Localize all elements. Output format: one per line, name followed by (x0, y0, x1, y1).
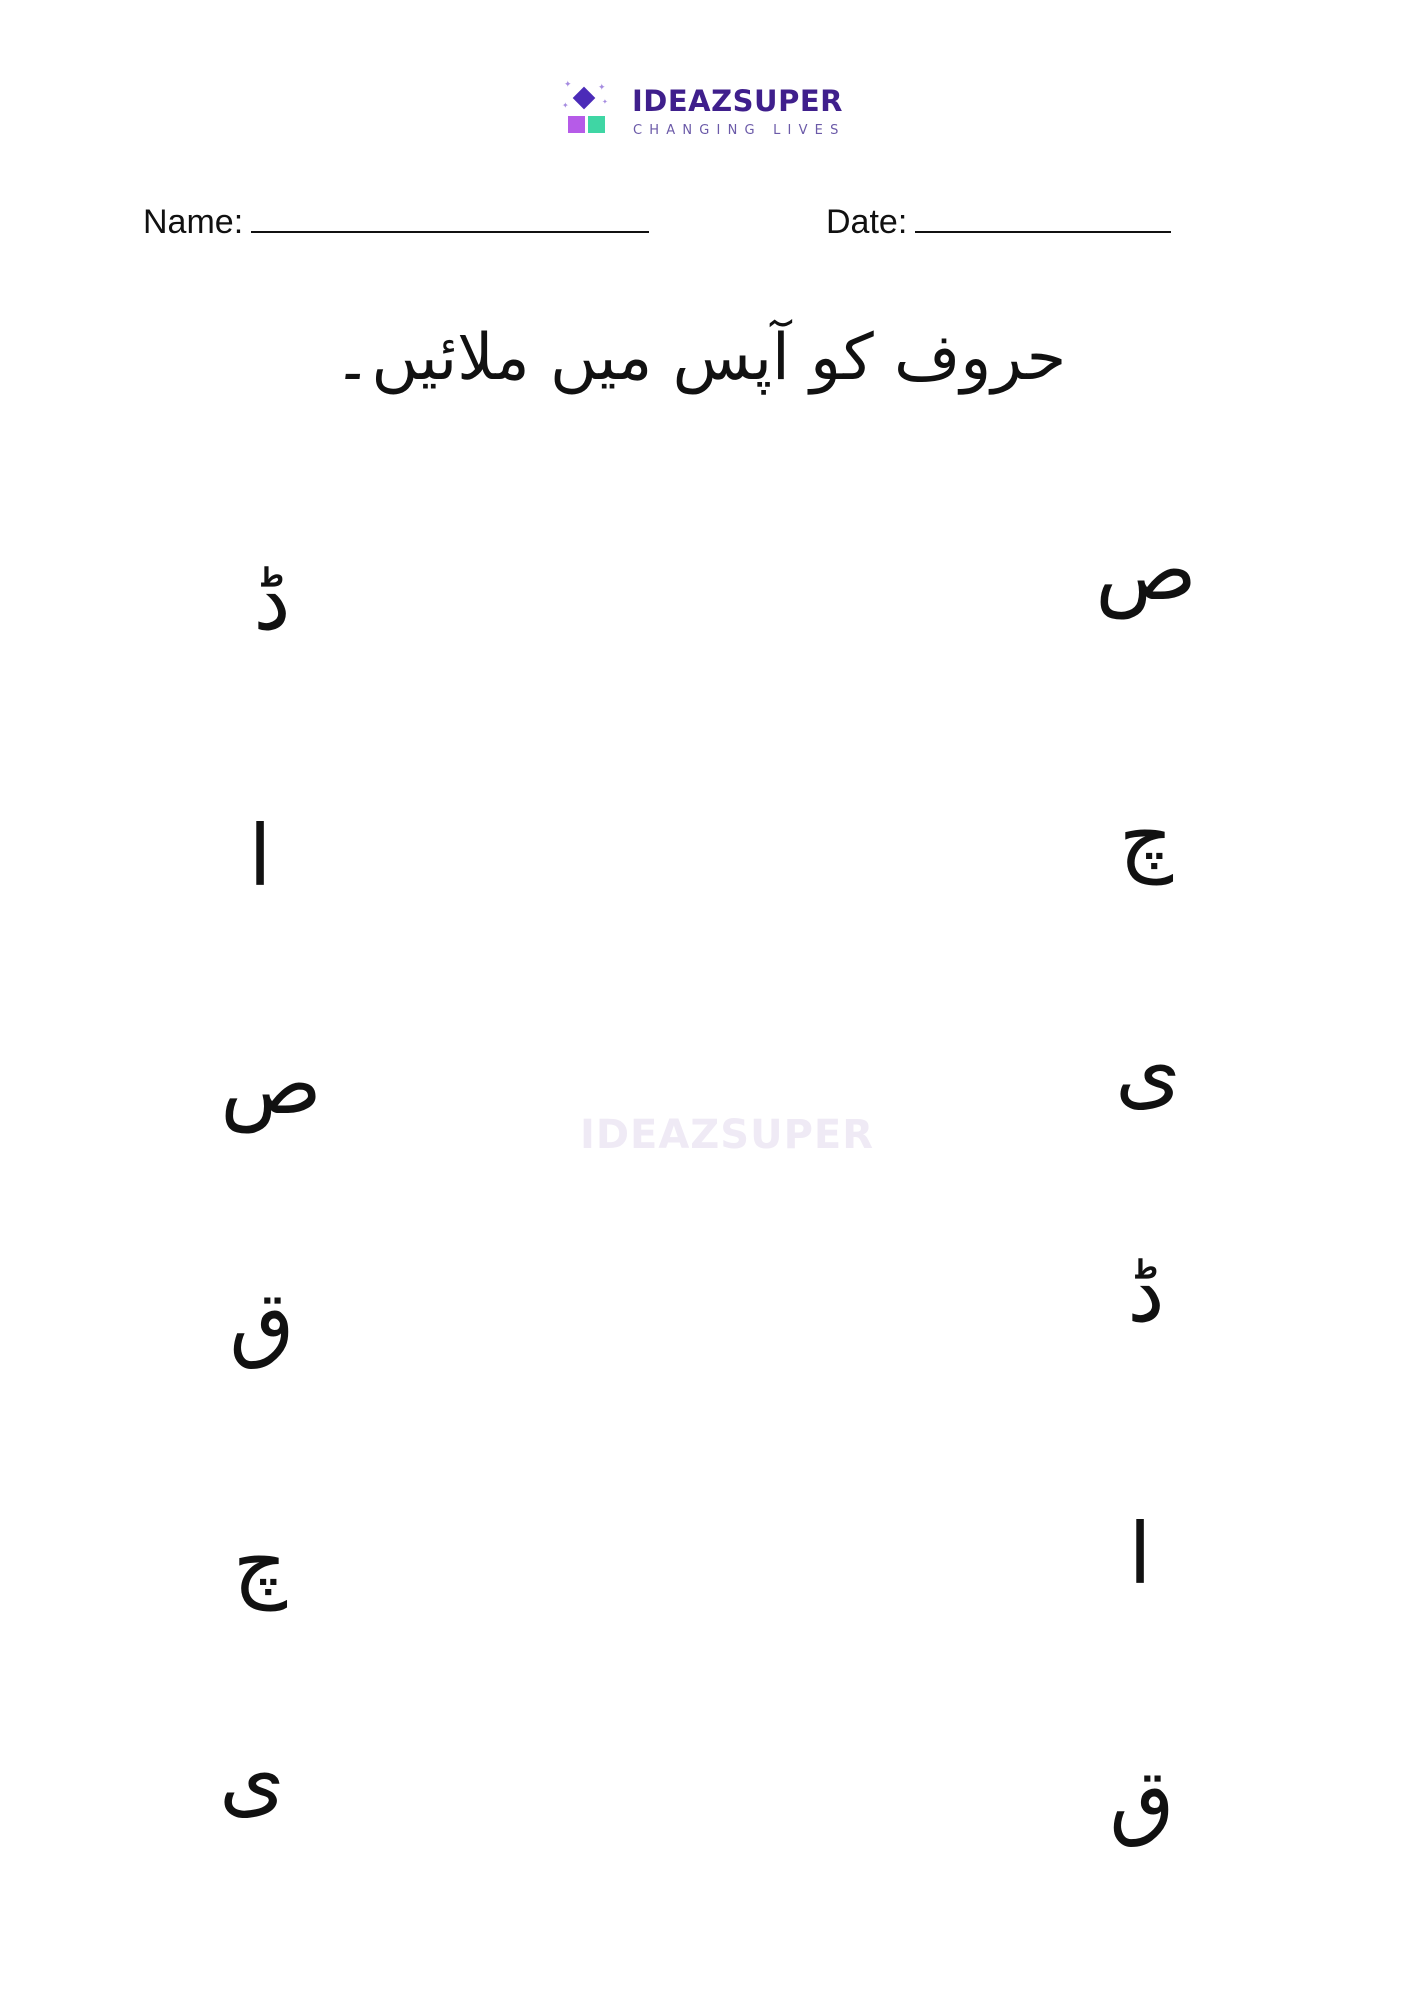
right-letter[interactable]: چ (1118, 787, 1174, 885)
right-letter[interactable]: ی (1115, 1021, 1181, 1119)
svg-text:✦: ✦ (598, 83, 606, 93)
svg-text:✦: ✦ (602, 98, 608, 106)
left-letter[interactable]: ی (219, 1729, 285, 1827)
left-letter[interactable]: ق (229, 1273, 295, 1371)
left-letter[interactable]: ڈ (253, 551, 291, 649)
right-letter[interactable]: ق (1109, 1751, 1175, 1849)
right-letter[interactable]: ڈ (1127, 1243, 1165, 1341)
brand-logo (562, 78, 862, 144)
right-letter[interactable]: ا (1128, 1505, 1152, 1603)
name-blank-line[interactable] (251, 207, 649, 233)
name-label: Name: (143, 203, 244, 241)
date-field (826, 203, 1171, 242)
svg-text:✦: ✦ (562, 101, 569, 110)
right-letter[interactable]: ص (1095, 521, 1197, 619)
left-letter[interactable]: ص (220, 1035, 322, 1133)
left-letter[interactable]: ا (248, 807, 272, 905)
date-label: Date: (826, 203, 908, 241)
brand-tagline: CHANGING LIVES (633, 123, 846, 138)
brand-name: IDEAZSUPER (632, 84, 843, 118)
name-field (143, 203, 649, 242)
instruction-heading: حروف کو آپس میں ملائیں۔ (333, 321, 1067, 395)
left-letter[interactable]: چ (232, 1513, 288, 1611)
logo-mark-icon (562, 78, 624, 140)
date-blank-line[interactable] (915, 207, 1171, 233)
watermark: IDEAZSUPER (579, 1112, 875, 1158)
svg-text:✦: ✦ (564, 80, 572, 90)
